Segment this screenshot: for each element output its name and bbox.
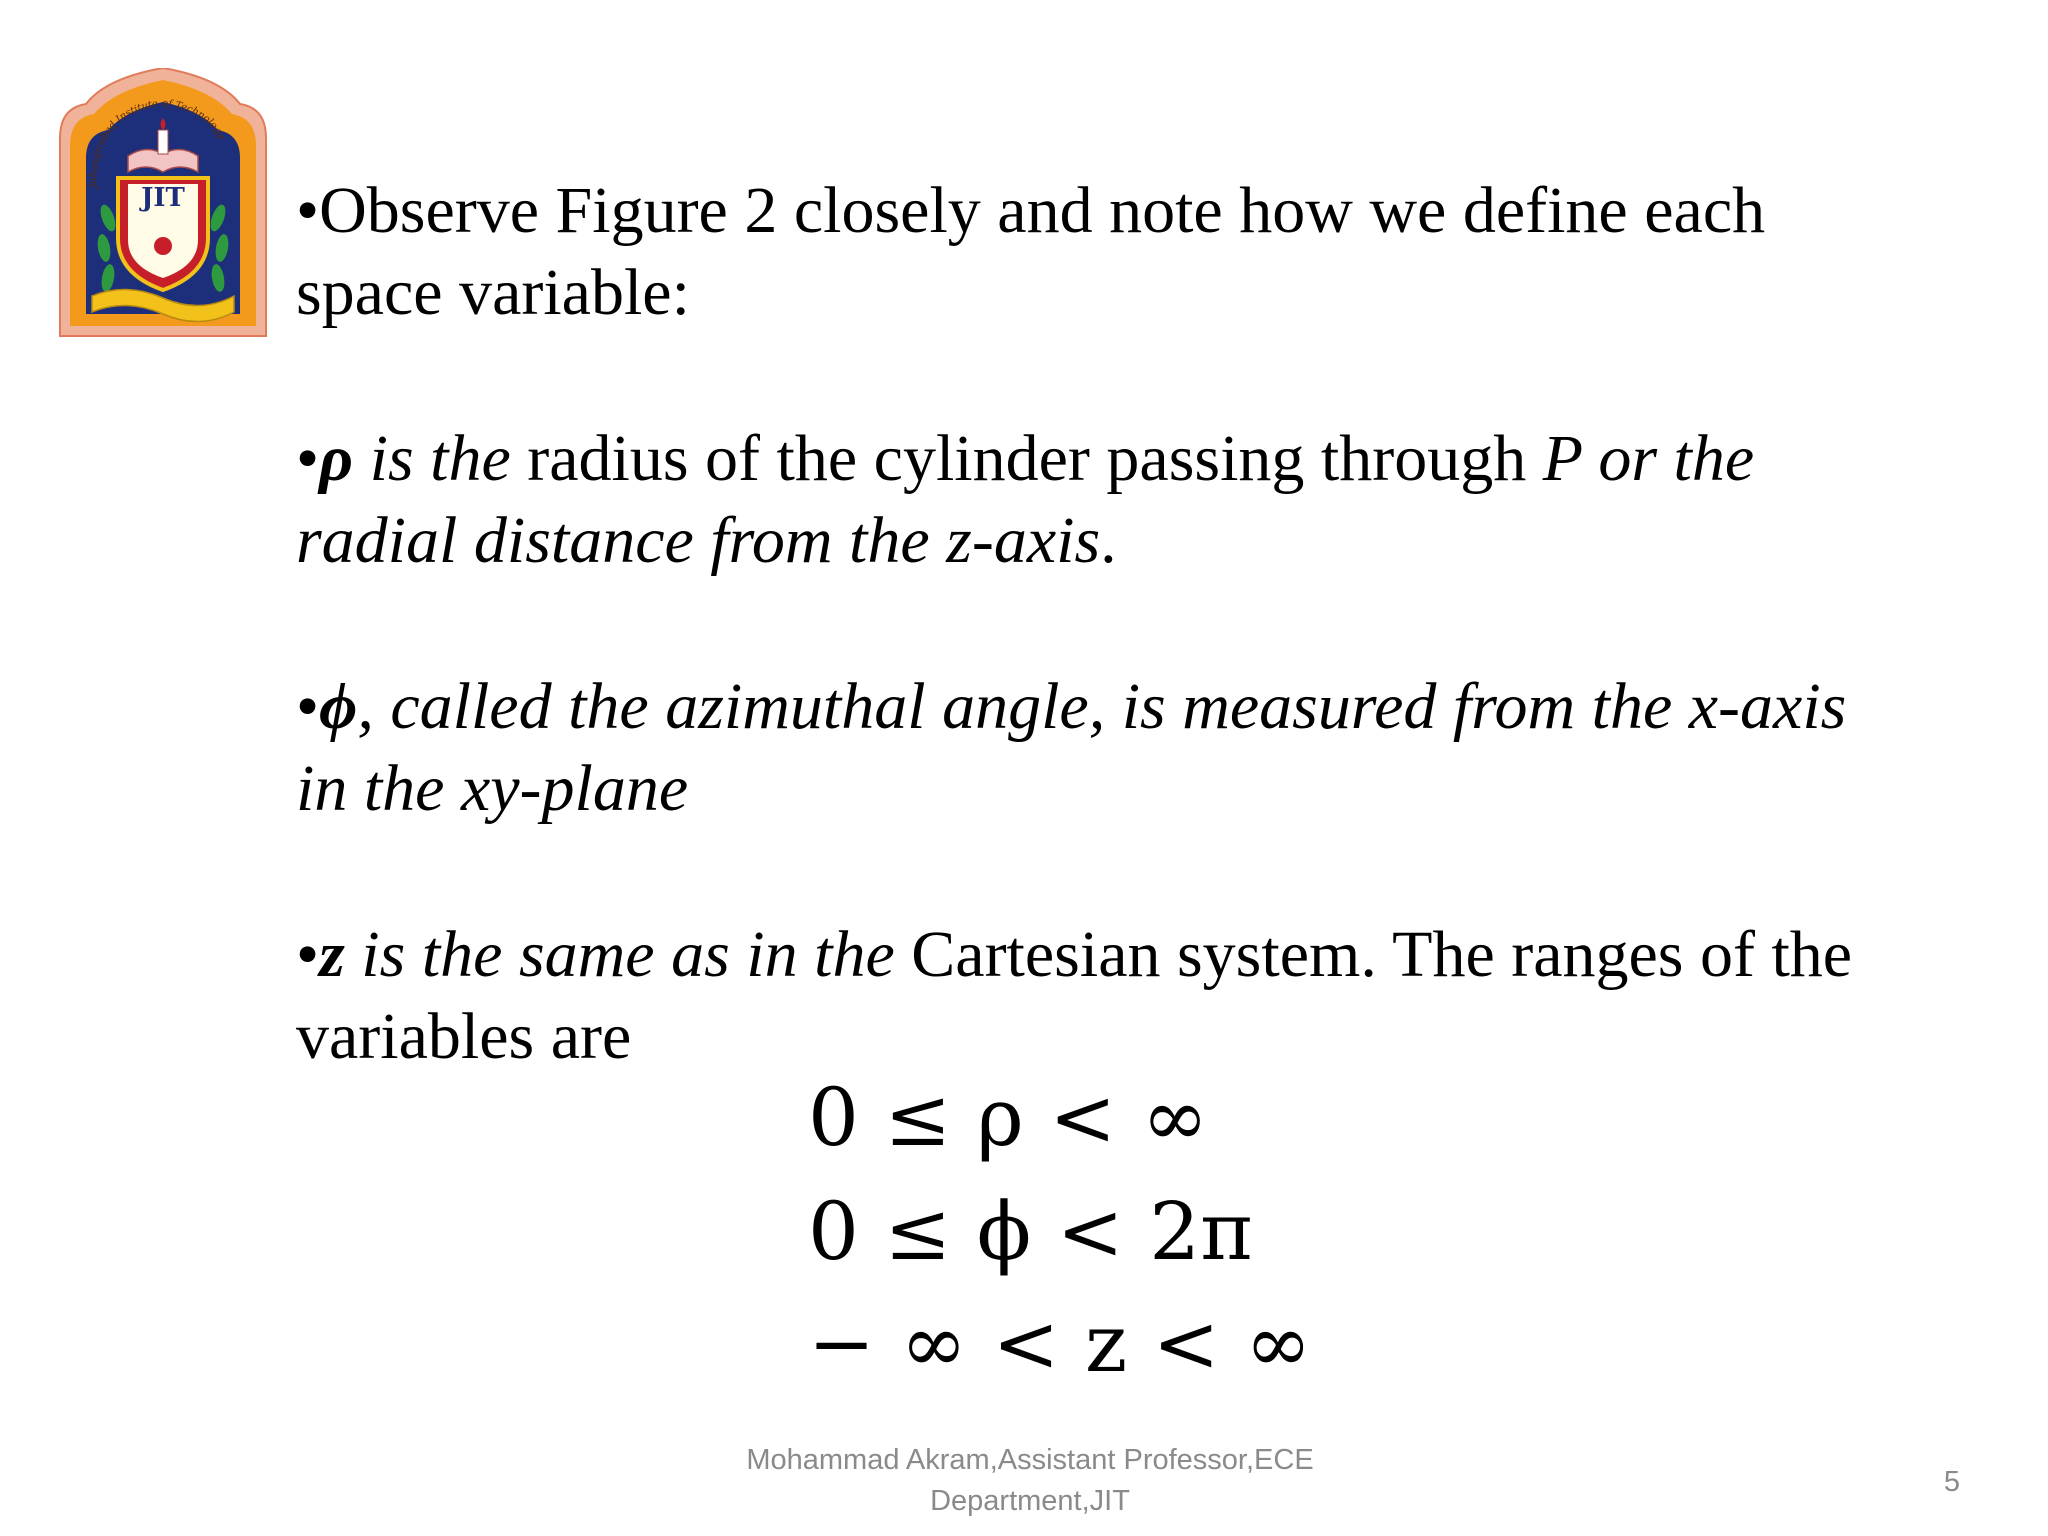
rho-italic-b: P or the radial distance from the z-axis: [296, 422, 1755, 577]
footer-author: Mohammad Akram,Assistant Professor,ECE Department,JIT: [746, 1444, 1314, 1517]
phi-italic-a: , called the azimuthal angle, is measured from the x-axis in the xy-plane: [296, 670, 1847, 825]
logo-monogram: JIT: [141, 183, 185, 213]
institute-logo: [56, 68, 270, 338]
bullet-mark: •: [296, 422, 320, 495]
range-phi-equation: 0 ≤ ϕ < 2π: [808, 1185, 1253, 1278]
range-rho-equation: 0 ≤ ρ < ∞: [808, 1071, 1209, 1164]
bullet-mark: •: [296, 670, 320, 743]
bullet-mark: •: [296, 918, 320, 991]
bullet-phi-definition: [296, 666, 1856, 830]
z-symbol: z: [319, 918, 345, 991]
rho-normal-a: radius of the cylinder passing through: [510, 422, 1543, 495]
bullet-z-definition: [296, 914, 1856, 1078]
z-normal-a: Cartesian system. The ranges of the variables are: [296, 918, 1853, 1073]
rho-normal-b: .: [1100, 504, 1117, 577]
range-z-equation: − ∞ < z < ∞: [808, 1297, 1312, 1390]
logo-ring-text: Jahangirabad Institute of Technology: [87, 97, 227, 188]
bullet-rho-definition: [296, 418, 1856, 582]
page-number: 5: [1943, 1466, 1960, 1498]
z-italic-a: is the same as in the: [344, 918, 895, 991]
rho-italic-a: is the: [353, 422, 511, 495]
rho-symbol: ρ: [319, 422, 354, 495]
bullet-observe-figure: •Observe Figure 2 closely and note how we define each space variable:: [296, 174, 1766, 329]
phi-symbol: ϕ: [319, 670, 358, 743]
